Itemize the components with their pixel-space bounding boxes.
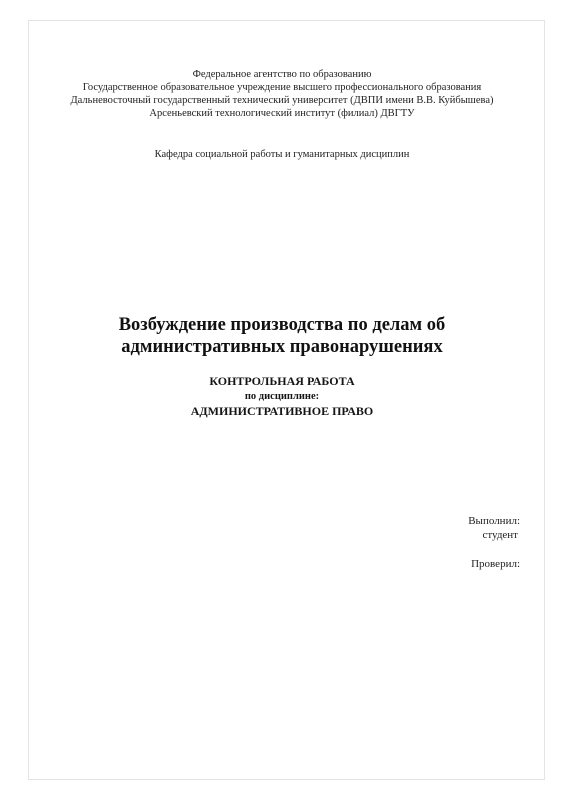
discipline-name: АДМИНИСТРАТИВНОЕ ПРАВО: [190, 404, 374, 418]
performed-by-label: Выполнил:: [468, 515, 520, 527]
work-type: КОНТРОЛЬНАЯ РАБОТА: [209, 374, 355, 388]
checked-by-label: Проверил:: [471, 558, 520, 570]
department-line: Кафедра социальной работы и гуманитарных дисциплин: [154, 149, 410, 160]
branch-line: Арсеньевский технологический институт (филиал) ДВГТУ: [149, 108, 415, 119]
document-title-line-1: Возбуждение производства по делам об: [118, 315, 446, 335]
agency-line: Федеральное агентство по образованию: [192, 69, 372, 80]
institution-type-line: Государственное образовательное учреждение высшего профессионального образования: [82, 82, 482, 93]
discipline-label: по дисциплине:: [244, 391, 320, 402]
student-label: студент: [482, 529, 518, 541]
document-title-line-2: административных правонарушениях: [121, 337, 443, 357]
university-line: Дальневосточный государственный технический университет (ДВПИ имени В.В. Куйбышева): [70, 95, 494, 106]
